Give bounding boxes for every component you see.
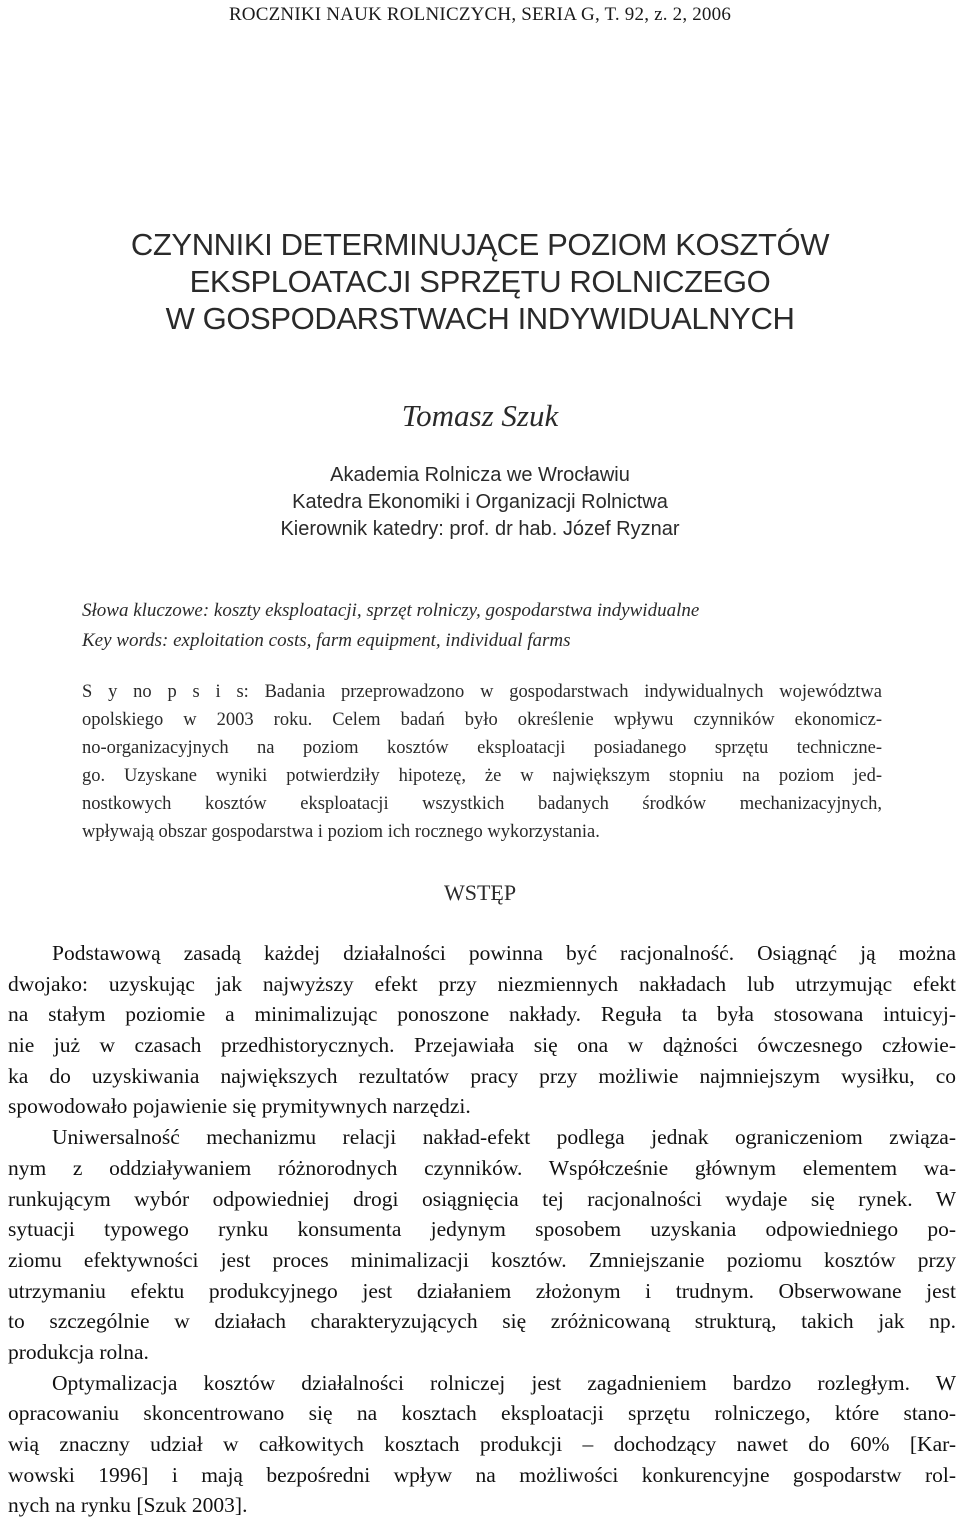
body-line: to szczególnie w działach charakteryzujących się zróżnicowaną strukturą, takich jak np.	[8, 1309, 956, 1334]
keywords-english: Key words: exploitation costs, farm equipment, individual farms	[82, 630, 571, 651]
body-text	[8, 938, 956, 1521]
synopsis-line: no-organizacyjnych na poziom kosztów eksploatacji posiadanego sprzętu techniczne-	[82, 738, 882, 758]
body-line: opracowaniu skoncentrowano się na kosztach eksploatacji sprzętu rolniczego, które stano-	[8, 1401, 956, 1426]
body-line: nych na rynku [Szuk 2003].	[8, 1493, 248, 1518]
body-line: Uniwersalność mechanizmu relacji nakład-efekt podlega jednak ograniczeniom związa-	[52, 1125, 956, 1150]
affiliation-line: Kierownik katedry: prof. dr hab. Józef Ryznar	[280, 518, 680, 540]
article-title	[0, 226, 960, 337]
body-line: na stałym poziomie a minimalizując ponoszone nakłady. Reguła ta była stosowana intuicyj-	[8, 1002, 956, 1027]
title-line: EKSPLOATACJI SPRZĘTU ROLNICZEGO	[189, 264, 771, 299]
body-line: nie już w czasach przedhistorycznych. Przejawiała się ona w dążności ówczesnego człowie-	[8, 1033, 956, 1058]
synopsis-line: nostkowych kosztów eksploatacji wszystkich badanych środków mechanizacyjnych,	[82, 794, 882, 814]
author-name: Tomasz Szuk	[401, 398, 559, 433]
body-line: wią znaczny udział w całkowitych kosztach produkcji – dochodzący nawet do 60% [Kar-	[8, 1432, 956, 1456]
keywords-polish: Słowa kluczowe: koszty eksploatacji, sprzęt rolniczy, gospodarstwa indywidualne	[82, 600, 700, 621]
synopsis-line: go. Uzyskane wyniki potwierdziły hipotezę, że w największym stopniu na poziom jed-	[82, 766, 882, 786]
affiliation-line: Akademia Rolnicza we Wrocławiu	[330, 464, 630, 486]
synopsis-line: wpływają obszar gospodarstwa i poziom ich rocznego wykorzystania.	[82, 822, 600, 842]
title-line: W GOSPODARSTWACH INDYWIDUALNYCH	[165, 301, 795, 336]
synopsis-line: S y no p s i s: Badania przeprowadzono w gospodarstwach indywidualnych województwa	[82, 682, 882, 702]
synopsis-block	[82, 678, 882, 846]
body-line: ka do uzyskiwania największych rezultatów pracy przy możliwie najmniejszym wysiłku, co	[8, 1063, 956, 1088]
journal-header: ROCZNIKI NAUK ROLNICZYCH, SERIA G, T. 92, z. 2, 2006	[228, 4, 732, 25]
body-line: Optymalizacja kosztów działalności rolniczej jest zagadnieniem bardzo rozległym. W	[52, 1370, 956, 1395]
body-line: dwojako: uzyskując jak najwyższy efekt przy niezmiennych nakładach lub utrzymując efekt	[8, 971, 956, 996]
title-line: CZYNNIKI DETERMINUJĄCE POZIOM KOSZTÓW	[130, 227, 830, 262]
body-line: produkcja rolna.	[8, 1339, 149, 1364]
body-line: Podstawową zasadą każdej działalności powinna być racjonalność. Osiągnąć ją można	[52, 941, 956, 965]
affiliation-line: Katedra Ekonomiki i Organizacji Rolnictwa	[292, 491, 668, 513]
section-heading: WSTĘP	[443, 880, 517, 905]
body-line: nym z oddziaływaniem różnorodnych czynników. Współcześnie głównym elementem wa-	[8, 1155, 956, 1180]
body-line: ziomu efektywności jest proces minimalizacji kosztów. Zmniejszanie poziomu kosztów przy	[8, 1247, 956, 1272]
body-line: wowski 1996] i mają bezpośredni wpływ na możliwości konkurencyjne gospodarstw rol-	[8, 1462, 956, 1487]
body-line: spowodowało pojawienie się prymitywnych narzędzi.	[8, 1094, 471, 1119]
keywords-block	[82, 596, 882, 656]
body-line: utrzymaniu efektu produkcyjnego jest działaniem złożonym i trudnym. Obserwowane jest	[8, 1278, 956, 1303]
body-line: runkującym wybór odpowiedniej drogi osiągnięcia tej racjonalności wydaje się rynek. W	[8, 1186, 956, 1211]
body-line: sytuacji typowego rynku konsumenta jedynym sposobem uzyskania odpowiedniego po-	[8, 1217, 956, 1242]
affiliation	[0, 462, 960, 543]
synopsis-line: opolskiego w 2003 roku. Celem badań było określenie wpływu czynników ekonomicz-	[82, 710, 882, 730]
